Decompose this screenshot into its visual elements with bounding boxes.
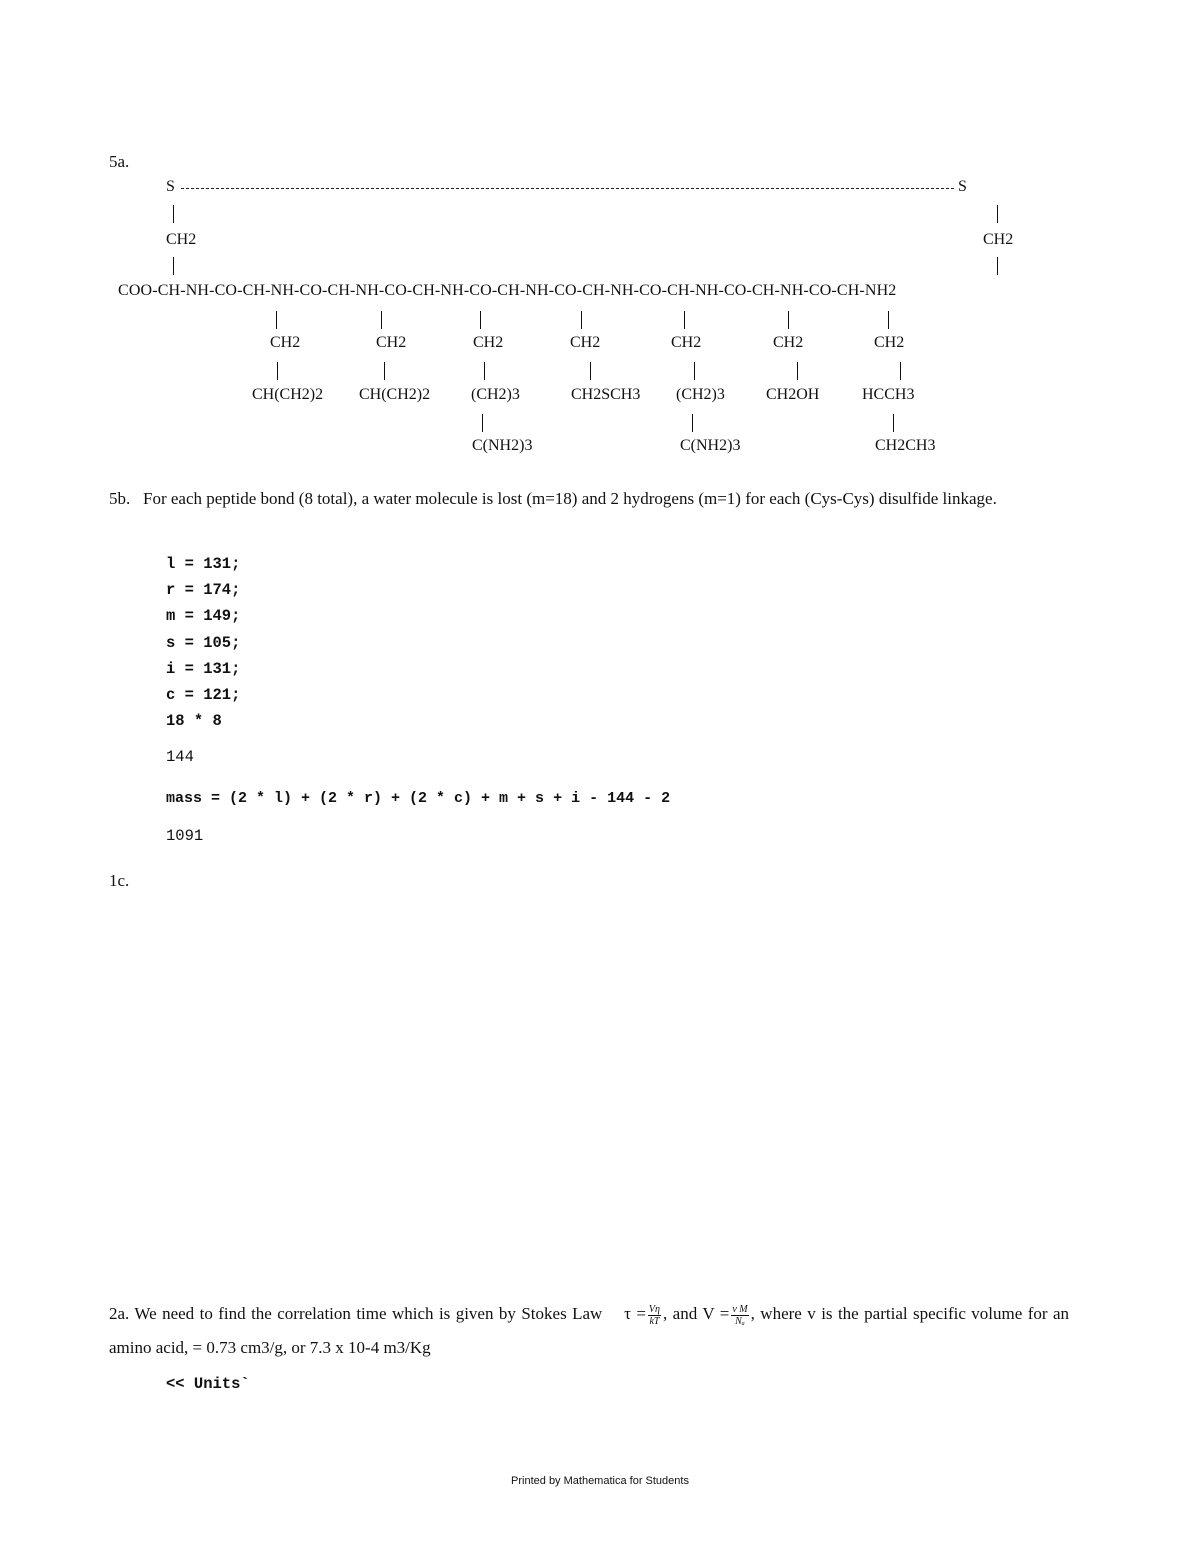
cys-ch2-right: CH2 (983, 231, 1014, 248)
question-5a-label: 5a. (109, 152, 130, 171)
bond-line (692, 414, 693, 432)
units-input-cell: << Units` (166, 1375, 250, 1393)
bond-line (482, 414, 483, 432)
input-cell: s = 105; (166, 634, 241, 652)
tau-denominator: kT (649, 1315, 660, 1327)
bond-line (788, 311, 789, 329)
sidechain-group: CH(CH2)2 (252, 386, 324, 403)
bond-line (997, 205, 998, 223)
sidechain-ch2: CH2 (473, 334, 504, 351)
bond-line (797, 362, 798, 380)
input-cell: i = 131; (166, 660, 241, 678)
question-2a-text (109, 1297, 1069, 1365)
bond-line (277, 362, 278, 380)
cys-ch2-left: CH2 (166, 231, 197, 248)
output-cell: 1091 (166, 827, 204, 845)
bond-line (276, 311, 277, 329)
question-2a-rest: , where v is the partial specific volume for an amino acid, = 0.73 cm3/g, or 7.3 x 10-4 m3/Kg (109, 1304, 1070, 1357)
sulfur-right: S (958, 178, 967, 195)
tau-fraction (648, 1304, 661, 1327)
page-footer: Printed by Mathematica for Students (511, 1475, 689, 1487)
sidechain-group: CH2OH (766, 386, 820, 403)
mass-input-cell: mass = (2 * l) + (2 * r) + (2 * c) + m + s + i - 144 - 2 (166, 790, 671, 807)
bond-line (684, 311, 685, 329)
bond-line (484, 362, 485, 380)
bond-line (694, 362, 695, 380)
output-cell: 144 (166, 748, 194, 766)
and-v-text: , and V = (663, 1304, 730, 1323)
sidechain-tail: CH2CH3 (875, 437, 936, 454)
sidechain-group: CH2SCH3 (571, 386, 641, 403)
bond-line (900, 362, 901, 380)
peptide-backbone: COO-CH-NH-CO-CH-NH-CO-CH-NH-CO-CH-NH-CO-CH-NH-CO-CH-NH-CO-CH-NH-CO-CH-NH-CO-CH-NH2 (118, 282, 897, 299)
volume-numerator: v M (732, 1303, 748, 1315)
disulfide-bond-line (181, 188, 954, 189)
sidechain-tail: C(NH2)3 (472, 437, 533, 454)
sidechain-ch2: CH2 (671, 334, 702, 351)
bond-line (888, 311, 889, 329)
sidechain-ch2: CH2 (376, 334, 407, 351)
question-1c-label: 1c. (109, 871, 130, 890)
tau-symbol: τ = (624, 1304, 646, 1323)
input-cell: c = 121; (166, 686, 241, 704)
tau-numerator: Vη (648, 1303, 660, 1315)
volume-fraction (731, 1304, 748, 1327)
bond-line (480, 311, 481, 329)
bond-line (997, 257, 998, 275)
bond-line (381, 311, 382, 329)
sidechain-group: CH(CH2)2 (359, 386, 431, 403)
input-cell: l = 131; (166, 555, 241, 573)
question-5b-text: 5b. For each peptide bond (8 total), a water molecule is lost (m=18) and 2 hydrogens (m=1) for each (Cys-Cys) disulfide linkage. (109, 489, 997, 508)
sidechain-group: (CH2)3 (471, 386, 520, 403)
bond-line (590, 362, 591, 380)
sidechain-ch2: CH2 (773, 334, 804, 351)
bond-line (581, 311, 582, 329)
sidechain-ch2: CH2 (570, 334, 601, 351)
question-2a-intro: 2a. We need to find the correlation time which is given by Stokes Law (109, 1304, 603, 1323)
volume-denominator: Nₐ (735, 1315, 745, 1327)
bond-line (384, 362, 385, 380)
input-cell: m = 149; (166, 607, 241, 625)
bond-line (173, 205, 174, 223)
sidechain-ch2: CH2 (270, 334, 301, 351)
bond-line (173, 257, 174, 275)
sidechain-group: (CH2)3 (676, 386, 725, 403)
bond-line (893, 414, 894, 432)
sidechain-group: HCCH3 (862, 386, 915, 403)
sidechain-tail: C(NH2)3 (680, 437, 741, 454)
sidechain-ch2: CH2 (874, 334, 905, 351)
input-cell: 18 * 8 (166, 712, 222, 730)
sulfur-left: S (166, 178, 175, 195)
input-cell: r = 174; (166, 581, 241, 599)
